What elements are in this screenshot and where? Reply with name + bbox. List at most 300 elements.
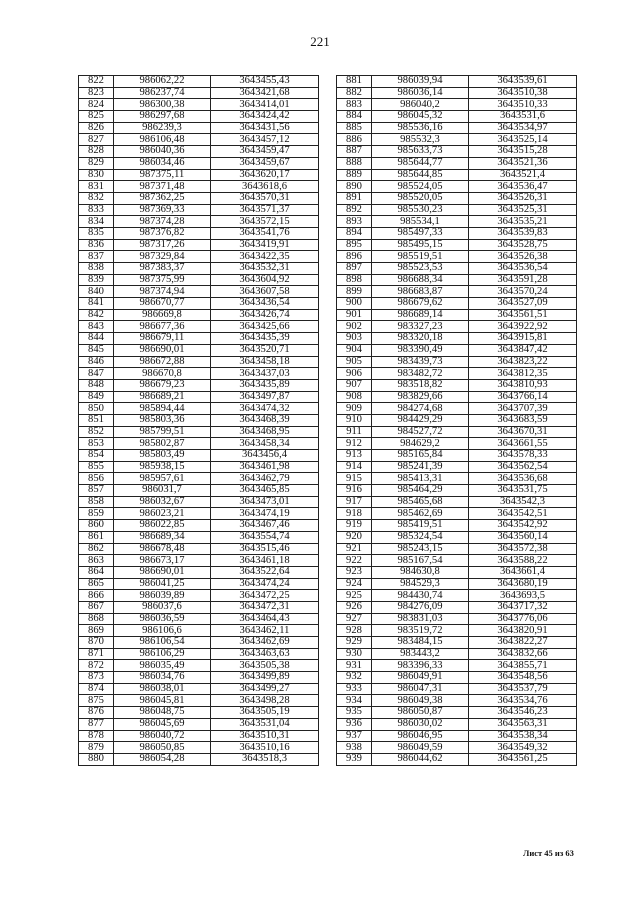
point-number-cell: 882 — [337, 87, 372, 99]
x-coordinate-cell: 985644,77 — [372, 157, 469, 169]
x-coordinate-cell: 985534,1 — [372, 216, 469, 228]
y-coordinate-cell: 3643541,76 — [211, 227, 319, 239]
y-coordinate-cell: 3643510,38 — [469, 87, 577, 99]
y-coordinate-cell: 3643473,01 — [211, 496, 319, 508]
point-number-cell: 889 — [337, 169, 372, 181]
y-coordinate-cell: 3643531,75 — [469, 485, 577, 497]
point-number-cell: 864 — [79, 566, 114, 578]
x-coordinate-cell: 983831,03 — [372, 613, 469, 625]
sheet-footer: Лист 45 из 63 — [523, 848, 574, 858]
table-row — [337, 204, 577, 216]
x-coordinate-cell: 986678,48 — [114, 543, 211, 555]
point-number-cell: 823 — [79, 87, 114, 99]
table-row — [79, 379, 319, 391]
point-number-cell: 876 — [79, 707, 114, 719]
table-row — [79, 263, 319, 275]
x-coordinate-cell: 985644,85 — [372, 169, 469, 181]
point-number-cell: 853 — [79, 438, 114, 450]
y-coordinate-cell: 3643661,4 — [469, 566, 577, 578]
point-number-cell: 937 — [337, 730, 372, 742]
table-row — [337, 485, 577, 497]
point-number-cell: 870 — [79, 637, 114, 649]
table-row — [79, 344, 319, 356]
x-coordinate-cell: 985243,15 — [372, 543, 469, 555]
table-row — [79, 321, 319, 333]
x-coordinate-cell: 985165,84 — [372, 450, 469, 462]
table-row — [337, 473, 577, 485]
y-coordinate-cell: 3643510,16 — [211, 742, 319, 754]
table-row — [79, 695, 319, 707]
x-coordinate-cell: 986106,29 — [114, 648, 211, 660]
y-coordinate-cell: 3643680,19 — [469, 578, 577, 590]
x-coordinate-cell: 986030,02 — [372, 718, 469, 730]
y-coordinate-cell: 3643499,89 — [211, 672, 319, 684]
x-coordinate-cell: 986047,31 — [372, 683, 469, 695]
x-coordinate-cell: 986039,89 — [114, 590, 211, 602]
table-row — [337, 426, 577, 438]
x-coordinate-cell: 986048,75 — [114, 707, 211, 719]
table-row — [79, 239, 319, 251]
y-coordinate-cell: 3643776,06 — [469, 613, 577, 625]
y-coordinate-cell: 3643497,87 — [211, 391, 319, 403]
y-coordinate-cell: 3643539,61 — [469, 76, 577, 88]
point-number-cell: 866 — [79, 590, 114, 602]
y-coordinate-cell: 3643607,58 — [211, 286, 319, 298]
y-coordinate-cell: 3643536,68 — [469, 473, 577, 485]
y-coordinate-cell: 3643847,42 — [469, 344, 577, 356]
point-number-cell: 833 — [79, 204, 114, 216]
x-coordinate-cell: 984629,2 — [372, 438, 469, 450]
y-coordinate-cell: 3643458,34 — [211, 438, 319, 450]
point-number-cell: 884 — [337, 111, 372, 123]
y-coordinate-cell: 3643498,28 — [211, 695, 319, 707]
point-number-cell: 899 — [337, 286, 372, 298]
x-coordinate-cell: 987376,82 — [114, 227, 211, 239]
x-coordinate-cell: 985241,39 — [372, 461, 469, 473]
y-coordinate-cell: 3643810,93 — [469, 379, 577, 391]
y-coordinate-cell: 3643459,67 — [211, 157, 319, 169]
x-coordinate-cell: 987329,84 — [114, 251, 211, 263]
x-coordinate-cell: 987374,94 — [114, 286, 211, 298]
y-coordinate-cell: 3643823,22 — [469, 356, 577, 368]
y-coordinate-cell: 3643525,14 — [469, 134, 577, 146]
y-coordinate-cell: 3643431,56 — [211, 122, 319, 134]
y-coordinate-cell: 3643570,24 — [469, 286, 577, 298]
point-number-cell: 875 — [79, 695, 114, 707]
y-coordinate-cell: 3643505,19 — [211, 707, 319, 719]
table-row — [79, 637, 319, 649]
x-coordinate-cell: 986690,01 — [114, 344, 211, 356]
table-row — [337, 438, 577, 450]
table-row — [337, 660, 577, 672]
point-number-cell: 892 — [337, 204, 372, 216]
table-row — [79, 356, 319, 368]
table-row — [337, 637, 577, 649]
point-number-cell: 888 — [337, 157, 372, 169]
x-coordinate-cell: 985419,51 — [372, 520, 469, 532]
point-number-cell: 935 — [337, 707, 372, 719]
table-row — [337, 414, 577, 426]
y-coordinate-cell: 3643464,43 — [211, 613, 319, 625]
point-number-cell: 900 — [337, 298, 372, 310]
x-coordinate-cell: 985520,05 — [372, 192, 469, 204]
point-number-cell: 880 — [79, 753, 114, 765]
table-row — [79, 204, 319, 216]
point-number-cell: 858 — [79, 496, 114, 508]
x-coordinate-cell: 986045,81 — [114, 695, 211, 707]
table-row — [79, 227, 319, 239]
point-number-cell: 852 — [79, 426, 114, 438]
point-number-cell: 854 — [79, 450, 114, 462]
point-number-cell: 862 — [79, 543, 114, 555]
y-coordinate-cell: 3643474,24 — [211, 578, 319, 590]
y-coordinate-cell: 3643542,3 — [469, 496, 577, 508]
point-number-cell: 881 — [337, 76, 372, 88]
y-coordinate-cell: 3643549,32 — [469, 742, 577, 754]
table-row — [337, 99, 577, 111]
table-row — [337, 216, 577, 228]
point-number-cell: 926 — [337, 601, 372, 613]
table-row — [337, 566, 577, 578]
y-coordinate-cell: 3643468,39 — [211, 414, 319, 426]
table-row — [337, 87, 577, 99]
point-number-cell: 865 — [79, 578, 114, 590]
table-row — [337, 379, 577, 391]
y-coordinate-cell: 3643560,14 — [469, 531, 577, 543]
point-number-cell: 867 — [79, 601, 114, 613]
table-row — [337, 730, 577, 742]
table-row — [337, 181, 577, 193]
y-coordinate-cell: 3643499,27 — [211, 683, 319, 695]
table-row — [337, 672, 577, 684]
x-coordinate-cell: 984429,29 — [372, 414, 469, 426]
point-number-cell: 902 — [337, 321, 372, 333]
table-row — [337, 344, 577, 356]
y-coordinate-cell: 3643820,91 — [469, 625, 577, 637]
x-coordinate-cell: 985495,15 — [372, 239, 469, 251]
y-coordinate-cell: 3643426,74 — [211, 309, 319, 321]
table-row — [337, 753, 577, 765]
x-coordinate-cell: 985530,23 — [372, 204, 469, 216]
x-coordinate-cell: 983327,23 — [372, 321, 469, 333]
point-number-cell: 931 — [337, 660, 372, 672]
y-coordinate-cell: 3643455,43 — [211, 76, 319, 88]
point-number-cell: 877 — [79, 718, 114, 730]
y-coordinate-cell: 3643542,92 — [469, 520, 577, 532]
table-row — [79, 286, 319, 298]
table-row — [79, 461, 319, 473]
table-row — [337, 508, 577, 520]
table-row — [337, 263, 577, 275]
table-row — [337, 192, 577, 204]
table-row — [79, 122, 319, 134]
y-coordinate-cell: 3643528,75 — [469, 239, 577, 251]
point-number-cell: 904 — [337, 344, 372, 356]
table-row — [337, 403, 577, 415]
y-coordinate-cell: 3643457,12 — [211, 134, 319, 146]
y-coordinate-cell: 3643572,38 — [469, 543, 577, 555]
y-coordinate-cell: 3643463,63 — [211, 648, 319, 660]
point-number-cell: 849 — [79, 391, 114, 403]
x-coordinate-cell: 986689,14 — [372, 309, 469, 321]
x-coordinate-cell: 985803,36 — [114, 414, 211, 426]
table-row — [79, 625, 319, 637]
y-coordinate-cell: 3643462,11 — [211, 625, 319, 637]
x-coordinate-cell: 986669,8 — [114, 309, 211, 321]
table-row — [79, 157, 319, 169]
table-row — [79, 520, 319, 532]
y-coordinate-cell: 3643536,47 — [469, 181, 577, 193]
x-coordinate-cell: 986049,38 — [372, 695, 469, 707]
y-coordinate-cell: 3643510,31 — [211, 730, 319, 742]
y-coordinate-cell: 3643915,81 — [469, 333, 577, 345]
table-row — [79, 753, 319, 765]
x-coordinate-cell: 985532,3 — [372, 134, 469, 146]
point-number-cell: 898 — [337, 274, 372, 286]
x-coordinate-cell: 983320,18 — [372, 333, 469, 345]
y-coordinate-cell: 3643591,28 — [469, 274, 577, 286]
table-row — [79, 555, 319, 567]
y-coordinate-cell: 3643542,51 — [469, 508, 577, 520]
table-row — [337, 333, 577, 345]
point-number-cell: 893 — [337, 216, 372, 228]
point-number-cell: 863 — [79, 555, 114, 567]
y-coordinate-cell: 3643832,66 — [469, 648, 577, 660]
y-coordinate-cell: 3643414,01 — [211, 99, 319, 111]
x-coordinate-cell: 986106,48 — [114, 134, 211, 146]
y-coordinate-cell: 3643526,38 — [469, 251, 577, 263]
y-coordinate-cell: 3643534,76 — [469, 695, 577, 707]
point-number-cell: 923 — [337, 566, 372, 578]
point-number-cell: 929 — [337, 637, 372, 649]
table-row — [79, 718, 319, 730]
x-coordinate-cell: 986062,22 — [114, 76, 211, 88]
x-coordinate-cell: 983518,82 — [372, 379, 469, 391]
y-coordinate-cell: 3643571,37 — [211, 204, 319, 216]
table-row — [337, 368, 577, 380]
x-coordinate-cell: 986670,8 — [114, 368, 211, 380]
point-number-cell: 860 — [79, 520, 114, 532]
x-coordinate-cell: 983443,2 — [372, 648, 469, 660]
point-number-cell: 906 — [337, 368, 372, 380]
page-number: 221 — [310, 34, 330, 49]
x-coordinate-cell: 986679,62 — [372, 298, 469, 310]
y-coordinate-cell: 3643535,21 — [469, 216, 577, 228]
y-coordinate-cell: 3643670,31 — [469, 426, 577, 438]
table-row — [79, 683, 319, 695]
y-coordinate-cell: 3643468,95 — [211, 426, 319, 438]
table-row — [337, 601, 577, 613]
x-coordinate-cell: 983396,33 — [372, 660, 469, 672]
y-coordinate-cell: 3643465,85 — [211, 485, 319, 497]
point-number-cell: 939 — [337, 753, 372, 765]
table-row — [337, 450, 577, 462]
point-number-cell: 903 — [337, 333, 372, 345]
x-coordinate-cell: 986688,34 — [372, 274, 469, 286]
x-coordinate-cell: 987369,33 — [114, 204, 211, 216]
x-coordinate-cell: 985803,49 — [114, 450, 211, 462]
point-number-cell: 822 — [79, 76, 114, 88]
table-row — [337, 695, 577, 707]
table-row — [337, 274, 577, 286]
x-coordinate-cell: 986040,36 — [114, 146, 211, 158]
x-coordinate-cell: 987375,11 — [114, 169, 211, 181]
x-coordinate-cell: 985957,61 — [114, 473, 211, 485]
point-number-cell: 829 — [79, 157, 114, 169]
point-number-cell: 913 — [337, 450, 372, 462]
table-row — [337, 239, 577, 251]
table-row — [337, 321, 577, 333]
x-coordinate-cell: 986035,49 — [114, 660, 211, 672]
table-row — [79, 76, 319, 88]
x-coordinate-cell: 985497,33 — [372, 227, 469, 239]
x-coordinate-cell: 986050,85 — [114, 742, 211, 754]
table-row — [79, 298, 319, 310]
table-row — [337, 356, 577, 368]
y-coordinate-cell: 3643520,71 — [211, 344, 319, 356]
y-coordinate-cell: 3643526,31 — [469, 192, 577, 204]
table-row — [79, 391, 319, 403]
table-row — [79, 192, 319, 204]
point-number-cell: 921 — [337, 543, 372, 555]
y-coordinate-cell: 3643510,33 — [469, 99, 577, 111]
table-row — [79, 368, 319, 380]
x-coordinate-cell: 986679,23 — [114, 379, 211, 391]
point-number-cell: 850 — [79, 403, 114, 415]
x-coordinate-cell: 986049,91 — [372, 672, 469, 684]
y-coordinate-cell: 3643461,18 — [211, 555, 319, 567]
table-row — [79, 87, 319, 99]
table-row — [79, 426, 319, 438]
point-number-cell: 827 — [79, 134, 114, 146]
y-coordinate-cell: 3643538,34 — [469, 730, 577, 742]
point-number-cell: 912 — [337, 438, 372, 450]
x-coordinate-cell: 986045,32 — [372, 111, 469, 123]
point-number-cell: 873 — [79, 672, 114, 684]
y-coordinate-cell: 3643537,79 — [469, 683, 577, 695]
y-coordinate-cell: 3643683,59 — [469, 414, 577, 426]
point-number-cell: 836 — [79, 239, 114, 251]
table-row — [79, 333, 319, 345]
y-coordinate-cell: 3643437,03 — [211, 368, 319, 380]
point-number-cell: 938 — [337, 742, 372, 754]
table-row — [337, 122, 577, 134]
table-row — [79, 578, 319, 590]
point-number-cell: 832 — [79, 192, 114, 204]
x-coordinate-cell: 983439,73 — [372, 356, 469, 368]
table-row — [79, 566, 319, 578]
x-coordinate-cell: 986239,3 — [114, 122, 211, 134]
table-row — [337, 742, 577, 754]
x-coordinate-cell: 983829,66 — [372, 391, 469, 403]
x-coordinate-cell: 986672,88 — [114, 356, 211, 368]
point-number-cell: 936 — [337, 718, 372, 730]
table-row — [337, 531, 577, 543]
table-row — [79, 590, 319, 602]
table-row — [337, 134, 577, 146]
y-coordinate-cell: 3643693,5 — [469, 590, 577, 602]
table-row — [79, 438, 319, 450]
x-coordinate-cell: 985524,05 — [372, 181, 469, 193]
y-coordinate-cell: 3643572,15 — [211, 216, 319, 228]
y-coordinate-cell: 3643588,22 — [469, 555, 577, 567]
x-coordinate-cell: 985799,51 — [114, 426, 211, 438]
point-number-cell: 924 — [337, 578, 372, 590]
y-coordinate-cell: 3643459,47 — [211, 146, 319, 158]
x-coordinate-cell: 986034,76 — [114, 672, 211, 684]
table-row — [79, 473, 319, 485]
x-coordinate-cell: 984529,3 — [372, 578, 469, 590]
y-coordinate-cell: 3643518,3 — [211, 753, 319, 765]
point-number-cell: 840 — [79, 286, 114, 298]
x-coordinate-cell: 986038,01 — [114, 683, 211, 695]
table-row — [337, 520, 577, 532]
point-number-cell: 843 — [79, 321, 114, 333]
point-number-cell: 901 — [337, 309, 372, 321]
x-coordinate-cell: 986670,77 — [114, 298, 211, 310]
table-row — [337, 298, 577, 310]
point-number-cell: 837 — [79, 251, 114, 263]
table-row — [79, 134, 319, 146]
y-coordinate-cell: 3643707,39 — [469, 403, 577, 415]
x-coordinate-cell: 986677,36 — [114, 321, 211, 333]
point-number-cell: 868 — [79, 613, 114, 625]
point-number-cell: 933 — [337, 683, 372, 695]
y-coordinate-cell: 3643561,25 — [469, 753, 577, 765]
point-number-cell: 932 — [337, 672, 372, 684]
y-coordinate-cell: 3643521,4 — [469, 169, 577, 181]
y-coordinate-cell: 3643425,66 — [211, 321, 319, 333]
y-coordinate-cell: 3643505,38 — [211, 660, 319, 672]
x-coordinate-cell: 986036,14 — [372, 87, 469, 99]
table-row — [337, 613, 577, 625]
x-coordinate-cell: 986022,85 — [114, 520, 211, 532]
point-number-cell: 920 — [337, 531, 372, 543]
table-row — [79, 730, 319, 742]
table-row — [337, 309, 577, 321]
table-row — [79, 251, 319, 263]
point-number-cell: 910 — [337, 414, 372, 426]
point-number-cell: 911 — [337, 426, 372, 438]
x-coordinate-cell: 985324,54 — [372, 531, 469, 543]
table-row — [337, 111, 577, 123]
table-row — [79, 99, 319, 111]
point-number-cell: 919 — [337, 520, 372, 532]
point-number-cell: 851 — [79, 414, 114, 426]
point-number-cell: 930 — [337, 648, 372, 660]
point-number-cell: 894 — [337, 227, 372, 239]
table-row — [337, 251, 577, 263]
x-coordinate-cell: 986689,21 — [114, 391, 211, 403]
y-coordinate-cell: 3643467,46 — [211, 520, 319, 532]
table-row — [337, 227, 577, 239]
point-number-cell: 917 — [337, 496, 372, 508]
x-coordinate-cell: 985462,69 — [372, 508, 469, 520]
x-coordinate-cell: 986689,34 — [114, 531, 211, 543]
x-coordinate-cell: 986041,25 — [114, 578, 211, 590]
coordinates-table-left — [78, 75, 319, 766]
point-number-cell: 834 — [79, 216, 114, 228]
table-row — [337, 157, 577, 169]
table-row — [79, 601, 319, 613]
point-number-cell: 915 — [337, 473, 372, 485]
y-coordinate-cell: 3643462,69 — [211, 637, 319, 649]
y-coordinate-cell: 3643717,32 — [469, 601, 577, 613]
table-row — [79, 111, 319, 123]
point-number-cell: 847 — [79, 368, 114, 380]
x-coordinate-cell: 987371,48 — [114, 181, 211, 193]
x-coordinate-cell: 986039,94 — [372, 76, 469, 88]
